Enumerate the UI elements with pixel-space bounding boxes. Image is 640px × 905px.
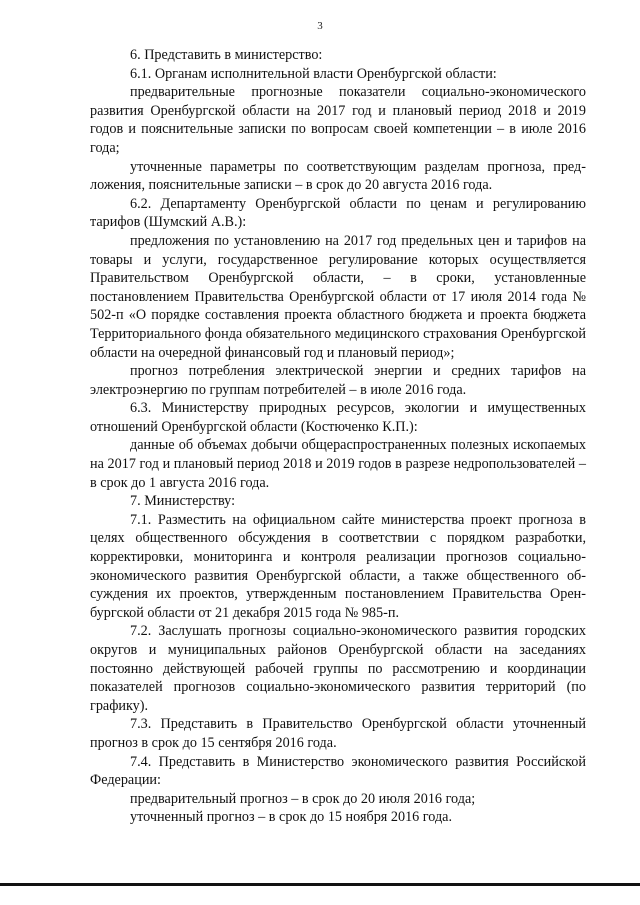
page-bottom-divider	[0, 883, 640, 886]
paragraph-7-4-refined: уточненный прогноз – в срок до 15 ноября 2016 года.	[130, 809, 453, 826]
paragraph-6-1: 6.1. Органам исполнительной власти Оренбургской области:	[130, 65, 497, 82]
paragraph-7-4-preliminary: предварительный прогноз – в срок до 20 июля 2016 года;	[130, 790, 476, 807]
paragraph-6: 6. Представить в министерство:	[130, 47, 323, 63]
paragraph-6-2-tariffs: предложения по установлению на 2017 год предельных цен и тарифов на товары и услуги, государственное регулирование которых осуществляется Правительством Оренбургской области, – в сроки, установленные постановлением Правительства Оренбургской области от 17 июля 2014 года № 502-п «О порядке составления проекта областного бюджета и проекта бюджета Территориального фонда обязательного медицинского страхования Оренбургской области на очередной финансовый год и плановый период»;	[90, 232, 586, 361]
paragraph-6-3-minerals: данные об объемах добычи общераспространенных полезных ископаемых на 2017 год и плановый период 2018 и 2019 годов в разрезе недропользователей – в срок до 1 августа 2016 года.	[90, 437, 586, 491]
paragraph-6-1-refined: уточненные параметры по соответствующим разделам прогноза, предложения, пояснительные записки – в срок до 20 августа 2016 года.	[90, 158, 586, 194]
paragraph-7-3: 7.3. Представить в Правительство Оренбургской области уточненный прогноз в срок до 15 сентября 2016 года.	[90, 716, 586, 751]
paragraph-7-2: 7.2. Заслушать прогнозы социально-экономического развития городских округов и муниципальных районов Оренбургской области на заседаниях постоянно действующей рабочей группы по рассмотрению и координации показателей прогнозов социально-экономического развития территорий (по графику).	[90, 623, 586, 714]
page-number: 3	[317, 20, 323, 32]
paragraph-6-2: 6.2. Департаменту Оренбургской области по ценам и регулированию тарифов (Шумский А.В.):	[90, 195, 586, 231]
paragraph-7: 7. Министерству:	[130, 493, 236, 510]
paragraph-7-4: 7.4. Представить в Министерство экономического развития Российской Федерации:	[90, 753, 586, 789]
document-body	[90, 46, 586, 827]
paragraph-6-1-preliminary: предварительные прогнозные показатели социально-экономического развития Оренбургской области на 2017 год и плановый период 2018 и 2019 годов и пояснительные записки по вопросам своей компетенции – в июле 2016 года;	[90, 84, 586, 156]
paragraph-7-1: 7.1. Разместить на официальном сайте министерства проект прогноза в целях общественного обсуждения в соответствии с порядком разработки, корректировки, мониторинга и контроля реализации прогнозов социально-экономического развития Оренбургской области, а также общественного обсуждения их проектов, утвержденным постановлением Правительства Оренбургской области от 21 декабря 2015 года № 985-п.	[90, 511, 586, 621]
paragraph-6-2-electricity: прогноз потребления электрической энергии и средних тарифов на электроэнергию по группам потребителей – в июле 2016 года.	[90, 363, 586, 398]
paragraph-6-3: 6.3. Министерству природных ресурсов, экологии и имущественных отношений Оренбургской области (Костюченко К.П.):	[90, 400, 586, 435]
